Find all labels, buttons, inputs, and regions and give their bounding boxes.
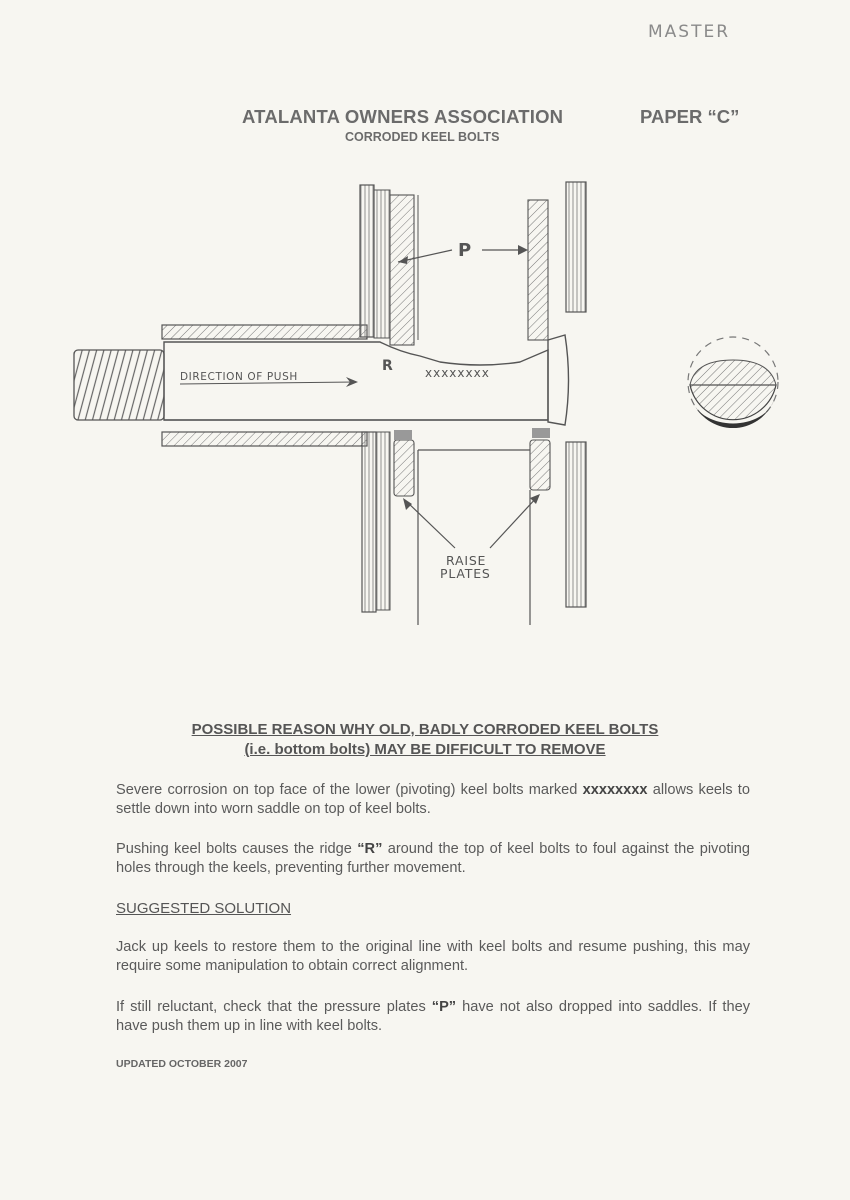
lower-sleeve bbox=[162, 432, 367, 446]
association-title: ATALANTA OWNERS ASSOCIATION bbox=[242, 106, 564, 127]
master-handwritten-mark: MASTER bbox=[648, 22, 731, 42]
headline-line-2: (i.e. bottom bolts) MAY BE DIFFICULT TO REMOVE bbox=[244, 741, 606, 758]
label-raise: RAISE bbox=[446, 553, 487, 568]
keel-plate-lower-left bbox=[362, 432, 376, 612]
paragraph-ridge: Pushing keel bolts causes the ridge “R” around the top of keel bolts to foul against the pivoting holes through the keels, preventing further movement. bbox=[116, 841, 751, 876]
paper-id: PAPER “C” bbox=[640, 106, 740, 127]
worn-saddle-left bbox=[390, 195, 414, 345]
paragraph-corrosion: Severe corrosion on top face of the lower (pivoting) keel bolts marked xxxxxxxx allows keels to settle down into worn saddle on top of keel bolts. bbox=[116, 782, 750, 817]
suggested-solution-heading: SUGGESTED SOLUTION bbox=[116, 900, 292, 917]
raise-plate-left bbox=[394, 440, 414, 496]
label-plates: PLATES bbox=[440, 566, 491, 581]
label-direction-of-push: DIRECTION OF PUSH bbox=[180, 371, 298, 383]
upper-sleeve bbox=[162, 325, 367, 339]
label-corrosion-marks: xxxxxxxx bbox=[425, 366, 490, 380]
label-r: R bbox=[382, 358, 393, 374]
ridge-r-marker: “R” bbox=[357, 841, 383, 857]
keel-plate-upper-right bbox=[566, 182, 586, 312]
bolt-cross-section bbox=[688, 337, 778, 428]
paragraph-pressure-plates: If still reluctant, check that the pressure plates “P” have not also dropped into saddles. If they have push them up in line with keel bolts. bbox=[116, 999, 750, 1034]
bolt-thread bbox=[74, 350, 164, 420]
pressure-plate-left bbox=[374, 190, 390, 338]
keel-plate-lower-right bbox=[566, 442, 586, 607]
bolt-head bbox=[548, 335, 569, 425]
label-p: P bbox=[458, 240, 472, 261]
pressure-p-marker: “P” bbox=[431, 999, 457, 1015]
keel-plate-upper-left bbox=[360, 185, 374, 337]
corrosion-marker: xxxxxxxx bbox=[582, 782, 648, 798]
raise-plate-right bbox=[530, 440, 550, 490]
pressure-plate-right bbox=[528, 200, 548, 340]
headline-line-1: POSSIBLE REASON WHY OLD, BADLY CORRODED KEEL BOLTS bbox=[191, 721, 659, 738]
paragraph-jack-up: Jack up keels to restore them to the original line with keel bolts and resume pushing, this may require some manipulation to obtain correct alignment. bbox=[116, 939, 750, 974]
document-subtitle: CORRODED KEEL BOLTS bbox=[345, 130, 500, 144]
updated-date: UPDATED OCTOBER 2007 bbox=[116, 1058, 248, 1070]
